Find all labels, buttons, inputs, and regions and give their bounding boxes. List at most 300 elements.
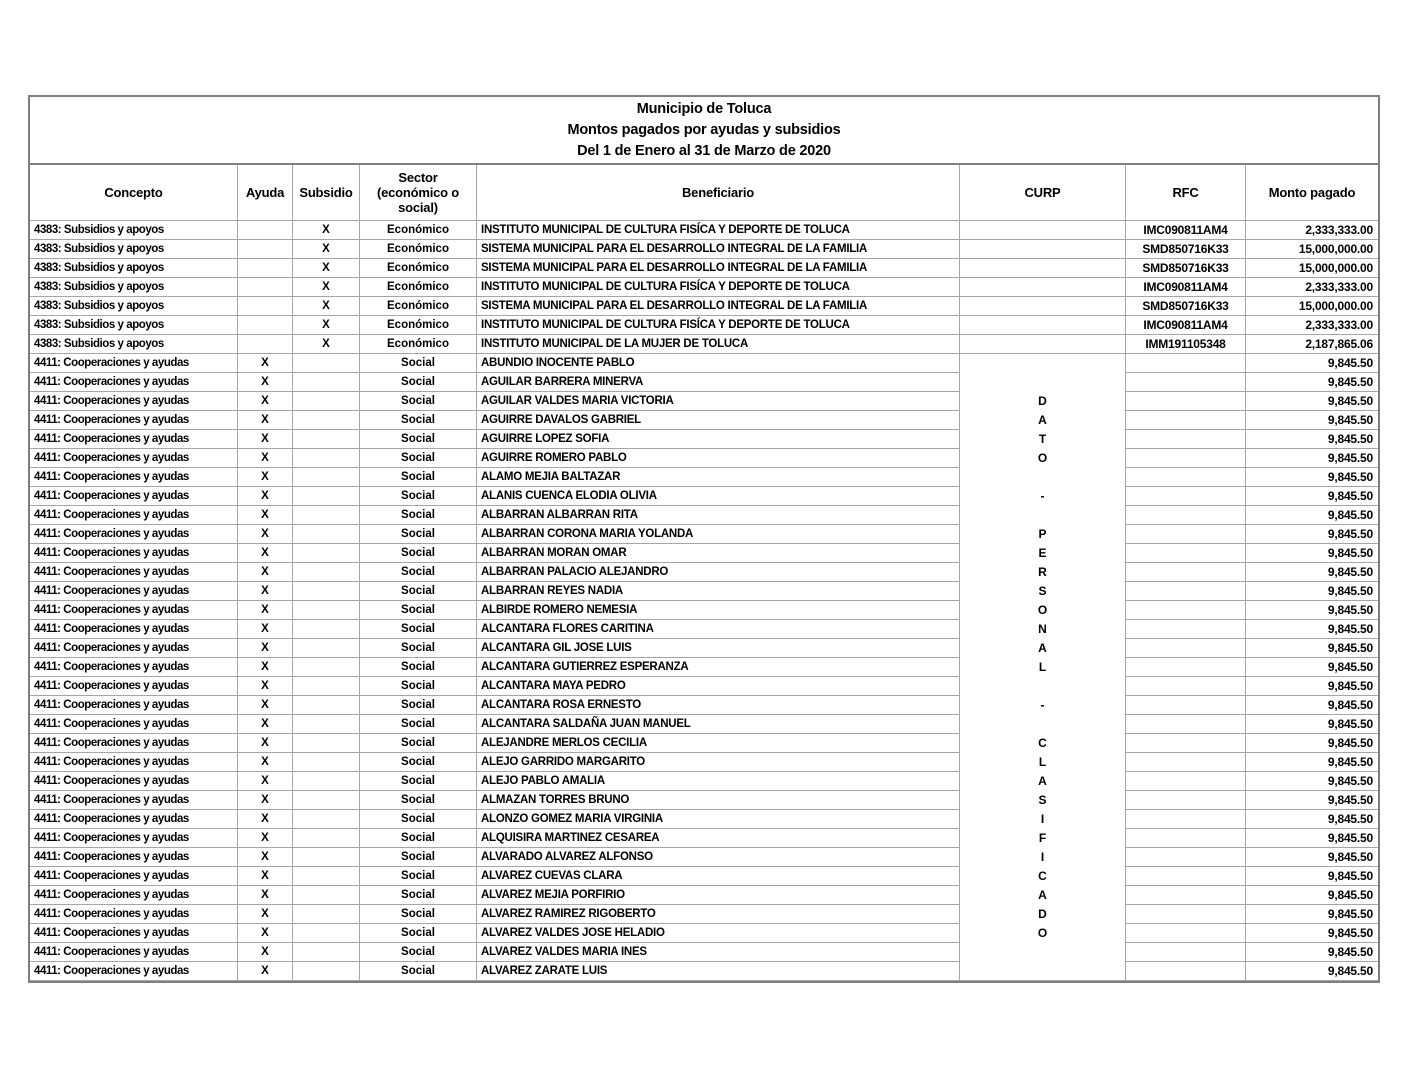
curp-vertical-letter: S	[1038, 584, 1047, 598]
sector-cell: Social	[360, 943, 477, 962]
ayuda-cell: X	[238, 468, 293, 487]
curp-vertical-letter: A	[1038, 641, 1047, 655]
concepto-cell: 4411: Cooperaciones y ayudas	[30, 943, 238, 962]
curp-vertical-letter: C	[1038, 869, 1047, 883]
subsidio-cell	[293, 829, 360, 848]
curp-merged-cell	[960, 354, 1126, 981]
curp-vertical-letter	[960, 943, 1125, 962]
beneficiario-cell: ALCANTARA FLORES CARITINA	[477, 620, 960, 639]
subsidio-cell	[293, 468, 360, 487]
monto-cell: 9,845.50	[1246, 734, 1378, 753]
sector-cell: Social	[360, 829, 477, 848]
sector-cell: Social	[360, 430, 477, 449]
sector-cell: Social	[360, 506, 477, 525]
sector-cell: Social	[360, 487, 477, 506]
beneficiario-cell: ALEJO GARRIDO MARGARITO	[477, 753, 960, 772]
sector-cell: Social	[360, 449, 477, 468]
sector-cell: Social	[360, 753, 477, 772]
ayuda-cell: X	[238, 810, 293, 829]
subsidio-cell	[293, 601, 360, 620]
subsidio-cell	[293, 525, 360, 544]
subsidio-cell	[293, 354, 360, 373]
subsidio-cell	[293, 506, 360, 525]
ayuda-cell	[238, 316, 293, 335]
curp-vertical-letter: R	[1038, 565, 1047, 579]
monto-cell: 9,845.50	[1246, 582, 1378, 601]
header-sector-line1: Sector	[398, 170, 438, 185]
rfc-cell	[1126, 430, 1246, 449]
header-curp: CURP	[960, 165, 1126, 221]
concepto-cell: 4411: Cooperaciones y ayudas	[30, 886, 238, 905]
rfc-cell	[1126, 791, 1246, 810]
ayuda-cell	[238, 240, 293, 259]
monto-cell: 9,845.50	[1246, 601, 1378, 620]
curp-cell	[960, 278, 1126, 297]
beneficiario-cell: INSTITUTO MUNICIPAL DE CULTURA FISÍCA Y DEPORTE DE TOLUCA	[477, 221, 960, 240]
subsidio-cell	[293, 392, 360, 411]
curp-vertical-letter: D	[1038, 907, 1047, 921]
rfc-cell: IMC090811AM4	[1126, 278, 1246, 297]
beneficiario-cell: ALVAREZ CUEVAS CLARA	[477, 867, 960, 886]
curp-vertical-letter	[960, 962, 1125, 981]
beneficiario-cell: ALONZO GOMEZ MARIA VIRGINIA	[477, 810, 960, 829]
monto-cell: 9,845.50	[1246, 468, 1378, 487]
beneficiario-cell: ALBARRAN MORAN OMAR	[477, 544, 960, 563]
ayuda-cell: X	[238, 696, 293, 715]
ayuda-cell: X	[238, 715, 293, 734]
beneficiario-cell: ALVAREZ ZARATE LUIS	[477, 962, 960, 981]
monto-cell: 9,845.50	[1246, 620, 1378, 639]
beneficiario-cell: ALVAREZ VALDES JOSE HELADIO	[477, 924, 960, 943]
monto-cell: 9,845.50	[1246, 924, 1378, 943]
beneficiario-cell: ABUNDIO INOCENTE PABLO	[477, 354, 960, 373]
curp-vertical-letter: I	[1040, 812, 1045, 826]
monto-cell: 15,000,000.00	[1246, 240, 1378, 259]
ayuda-cell: X	[238, 772, 293, 791]
subsidio-cell	[293, 677, 360, 696]
beneficiario-cell: ALBARRAN REYES NADIA	[477, 582, 960, 601]
sector-cell: Social	[360, 886, 477, 905]
rfc-cell	[1126, 392, 1246, 411]
sector-cell: Social	[360, 791, 477, 810]
subsidio-cell	[293, 430, 360, 449]
curp-vertical-letter: A	[1038, 413, 1047, 427]
sector-cell: Social	[360, 354, 477, 373]
ayuda-cell: X	[238, 943, 293, 962]
curp-vertical-letter: O	[1037, 451, 1048, 465]
concepto-cell: 4411: Cooperaciones y ayudas	[30, 468, 238, 487]
subsidio-cell: X	[293, 259, 360, 278]
subsidio-cell	[293, 696, 360, 715]
subsidio-cell: X	[293, 278, 360, 297]
beneficiario-cell: AGUIRRE LOPEZ SOFIA	[477, 430, 960, 449]
rfc-cell	[1126, 563, 1246, 582]
concepto-cell: 4411: Cooperaciones y ayudas	[30, 601, 238, 620]
header-ayuda: Ayuda	[238, 165, 293, 221]
concepto-cell: 4411: Cooperaciones y ayudas	[30, 962, 238, 981]
ayuda-cell: X	[238, 506, 293, 525]
ayuda-cell: X	[238, 582, 293, 601]
monto-cell: 9,845.50	[1246, 506, 1378, 525]
ayuda-cell	[238, 259, 293, 278]
concepto-cell: 4383: Subsidios y apoyos	[30, 297, 238, 316]
sector-cell: Económico	[360, 221, 477, 240]
rfc-cell	[1126, 487, 1246, 506]
concepto-cell: 4411: Cooperaciones y ayudas	[30, 696, 238, 715]
ayuda-cell: X	[238, 487, 293, 506]
sector-cell: Económico	[360, 335, 477, 354]
subsidio-cell	[293, 848, 360, 867]
concepto-cell: 4411: Cooperaciones y ayudas	[30, 715, 238, 734]
ayuda-cell: X	[238, 601, 293, 620]
ayuda-cell: X	[238, 905, 293, 924]
concepto-cell: 4411: Cooperaciones y ayudas	[30, 411, 238, 430]
subsidio-cell	[293, 411, 360, 430]
ayuda-cell: X	[238, 449, 293, 468]
ayuda-cell	[238, 335, 293, 354]
curp-cell	[960, 297, 1126, 316]
subsidio-cell: X	[293, 240, 360, 259]
ayuda-cell	[238, 297, 293, 316]
rfc-cell	[1126, 658, 1246, 677]
beneficiario-cell: INSTITUTO MUNICIPAL DE LA MUJER DE TOLUCA	[477, 335, 960, 354]
ayuda-cell: X	[238, 373, 293, 392]
rfc-cell: IMC090811AM4	[1126, 221, 1246, 240]
ayuda-cell: X	[238, 563, 293, 582]
beneficiario-cell: SISTEMA MUNICIPAL PARA EL DESARROLLO INTEGRAL DE LA FAMILIA	[477, 240, 960, 259]
monto-cell: 9,845.50	[1246, 430, 1378, 449]
subsidio-cell	[293, 620, 360, 639]
sector-cell: Social	[360, 582, 477, 601]
sector-cell: Social	[360, 639, 477, 658]
concepto-cell: 4411: Cooperaciones y ayudas	[30, 392, 238, 411]
subsidio-cell	[293, 373, 360, 392]
curp-vertical-letter: L	[1038, 755, 1047, 769]
sector-cell: Social	[360, 924, 477, 943]
concepto-cell: 4411: Cooperaciones y ayudas	[30, 430, 238, 449]
rfc-cell	[1126, 411, 1246, 430]
monto-cell: 15,000,000.00	[1246, 259, 1378, 278]
sector-cell: Económico	[360, 316, 477, 335]
curp-vertical-letter	[960, 373, 1125, 392]
curp-cell	[960, 221, 1126, 240]
subsidio-cell	[293, 715, 360, 734]
monto-cell: 9,845.50	[1246, 905, 1378, 924]
ayuda-cell: X	[238, 867, 293, 886]
concepto-cell: 4411: Cooperaciones y ayudas	[30, 848, 238, 867]
concepto-cell: 4411: Cooperaciones y ayudas	[30, 677, 238, 696]
sector-cell: Social	[360, 810, 477, 829]
subsidio-cell: X	[293, 335, 360, 354]
title-line-period: Del 1 de Enero al 31 de Marzo de 2020	[577, 143, 831, 159]
ayuda-cell: X	[238, 924, 293, 943]
sector-cell: Social	[360, 620, 477, 639]
concepto-cell: 4383: Subsidios y apoyos	[30, 240, 238, 259]
rfc-cell	[1126, 468, 1246, 487]
concepto-cell: 4411: Cooperaciones y ayudas	[30, 829, 238, 848]
curp-vertical-letter	[960, 677, 1125, 696]
ayuda-cell	[238, 278, 293, 297]
concepto-cell: 4411: Cooperaciones y ayudas	[30, 791, 238, 810]
curp-vertical-letter: N	[1038, 622, 1047, 636]
subsidio-cell: X	[293, 316, 360, 335]
concepto-cell: 4383: Subsidios y apoyos	[30, 278, 238, 297]
subsidio-cell	[293, 753, 360, 772]
sector-cell: Económico	[360, 259, 477, 278]
subsidio-cell	[293, 905, 360, 924]
rfc-cell	[1126, 829, 1246, 848]
subsidio-cell	[293, 772, 360, 791]
concepto-cell: 4411: Cooperaciones y ayudas	[30, 924, 238, 943]
curp-vertical-letter: T	[1038, 432, 1047, 446]
beneficiario-cell: ALEJO PABLO AMALIA	[477, 772, 960, 791]
header-sector-line3: social)	[398, 200, 438, 215]
rfc-cell	[1126, 772, 1246, 791]
rfc-cell	[1126, 677, 1246, 696]
table-title	[30, 97, 1378, 165]
concepto-cell: 4383: Subsidios y apoyos	[30, 335, 238, 354]
payments-table	[28, 95, 1380, 983]
table-body	[30, 221, 1378, 981]
monto-cell: 9,845.50	[1246, 487, 1378, 506]
sector-cell: Social	[360, 867, 477, 886]
rfc-cell	[1126, 886, 1246, 905]
monto-cell: 9,845.50	[1246, 886, 1378, 905]
rfc-cell: IMM191105348	[1126, 335, 1246, 354]
subsidio-cell: X	[293, 297, 360, 316]
beneficiario-cell: ALQUISIRA MARTINEZ CESAREA	[477, 829, 960, 848]
subsidio-cell	[293, 658, 360, 677]
concepto-cell: 4411: Cooperaciones y ayudas	[30, 810, 238, 829]
ayuda-cell: X	[238, 791, 293, 810]
curp-vertical-letter: D	[1038, 394, 1047, 408]
beneficiario-cell: ALVAREZ VALDES MARIA INES	[477, 943, 960, 962]
sector-cell: Económico	[360, 240, 477, 259]
monto-cell: 9,845.50	[1246, 563, 1378, 582]
rfc-cell: SMD850716K33	[1126, 240, 1246, 259]
rfc-cell	[1126, 506, 1246, 525]
sector-cell: Social	[360, 962, 477, 981]
monto-cell: 9,845.50	[1246, 791, 1378, 810]
rfc-cell	[1126, 943, 1246, 962]
monto-cell: 9,845.50	[1246, 373, 1378, 392]
monto-cell: 9,845.50	[1246, 867, 1378, 886]
sector-cell: Social	[360, 525, 477, 544]
monto-cell: 9,845.50	[1246, 943, 1378, 962]
rfc-cell	[1126, 525, 1246, 544]
concepto-cell: 4411: Cooperaciones y ayudas	[30, 734, 238, 753]
monto-cell: 9,845.50	[1246, 829, 1378, 848]
monto-cell: 9,845.50	[1246, 449, 1378, 468]
beneficiario-cell: AGUIRRE ROMERO PABLO	[477, 449, 960, 468]
concepto-cell: 4411: Cooperaciones y ayudas	[30, 867, 238, 886]
beneficiario-cell: ALCANTARA GIL JOSE LUIS	[477, 639, 960, 658]
rfc-cell	[1126, 810, 1246, 829]
concepto-cell: 4411: Cooperaciones y ayudas	[30, 373, 238, 392]
beneficiario-cell: INSTITUTO MUNICIPAL DE CULTURA FISÍCA Y DEPORTE DE TOLUCA	[477, 278, 960, 297]
ayuda-cell: X	[238, 658, 293, 677]
concepto-cell: 4411: Cooperaciones y ayudas	[30, 753, 238, 772]
ayuda-cell: X	[238, 392, 293, 411]
beneficiario-cell: INSTITUTO MUNICIPAL DE CULTURA FISÍCA Y DEPORTE DE TOLUCA	[477, 316, 960, 335]
rfc-cell: IMC090811AM4	[1126, 316, 1246, 335]
rfc-cell	[1126, 544, 1246, 563]
beneficiario-cell: ALVAREZ MEJIA PORFIRIO	[477, 886, 960, 905]
concepto-cell: 4411: Cooperaciones y ayudas	[30, 449, 238, 468]
concepto-cell: 4411: Cooperaciones y ayudas	[30, 563, 238, 582]
beneficiario-cell: ALVARADO ALVAREZ ALFONSO	[477, 848, 960, 867]
concepto-cell: 4383: Subsidios y apoyos	[30, 316, 238, 335]
header-concepto: Concepto	[30, 165, 238, 221]
sector-cell: Social	[360, 411, 477, 430]
beneficiario-cell: ALMAZAN TORRES BRUNO	[477, 791, 960, 810]
monto-cell: 9,845.50	[1246, 525, 1378, 544]
rfc-cell	[1126, 449, 1246, 468]
curp-vertical-letter	[960, 506, 1125, 525]
beneficiario-cell: SISTEMA MUNICIPAL PARA EL DESARROLLO INTEGRAL DE LA FAMILIA	[477, 297, 960, 316]
sector-cell: Social	[360, 601, 477, 620]
header-beneficiario: Beneficiario	[477, 165, 960, 221]
beneficiario-cell: SISTEMA MUNICIPAL PARA EL DESARROLLO INTEGRAL DE LA FAMILIA	[477, 259, 960, 278]
rfc-cell	[1126, 962, 1246, 981]
ayuda-cell: X	[238, 829, 293, 848]
subsidio-cell	[293, 943, 360, 962]
curp-cell	[960, 335, 1126, 354]
beneficiario-cell: AGUILAR BARRERA MINERVA	[477, 373, 960, 392]
curp-vertical-letter: E	[1038, 546, 1047, 560]
header-sector	[360, 165, 477, 221]
subsidio-cell	[293, 886, 360, 905]
rfc-cell	[1126, 715, 1246, 734]
ayuda-cell: X	[238, 639, 293, 658]
monto-cell: 9,845.50	[1246, 848, 1378, 867]
header-sector-line2: (económico o	[376, 185, 460, 200]
rfc-cell	[1126, 848, 1246, 867]
beneficiario-cell: ALBIRDE ROMERO NEMESIA	[477, 601, 960, 620]
rfc-cell	[1126, 601, 1246, 620]
ayuda-cell: X	[238, 753, 293, 772]
curp-vertical-letter	[960, 715, 1125, 734]
beneficiario-cell: ALANIS CUENCA ELODIA OLIVIA	[477, 487, 960, 506]
concepto-cell: 4411: Cooperaciones y ayudas	[30, 506, 238, 525]
monto-cell: 9,845.50	[1246, 696, 1378, 715]
subsidio-cell	[293, 544, 360, 563]
monto-cell: 9,845.50	[1246, 962, 1378, 981]
ayuda-cell: X	[238, 677, 293, 696]
ayuda-cell: X	[238, 886, 293, 905]
sector-cell: Social	[360, 658, 477, 677]
ayuda-cell: X	[238, 430, 293, 449]
curp-vertical-letter: -	[1040, 489, 1045, 503]
rfc-cell	[1126, 696, 1246, 715]
rfc-cell	[1126, 373, 1246, 392]
concepto-cell: 4411: Cooperaciones y ayudas	[30, 354, 238, 373]
sector-cell: Social	[360, 677, 477, 696]
monto-cell: 9,845.50	[1246, 753, 1378, 772]
curp-vertical-letter: F	[1038, 831, 1047, 845]
sector-cell: Social	[360, 563, 477, 582]
curp-vertical-letter: I	[1040, 850, 1045, 864]
header-subsidio: Subsidio	[293, 165, 360, 221]
subsidio-cell	[293, 487, 360, 506]
subsidio-cell	[293, 924, 360, 943]
monto-cell: 2,333,333.00	[1246, 316, 1378, 335]
rfc-cell	[1126, 867, 1246, 886]
concepto-cell: 4411: Cooperaciones y ayudas	[30, 487, 238, 506]
monto-cell: 9,845.50	[1246, 810, 1378, 829]
sector-cell: Social	[360, 734, 477, 753]
curp-vertical-letter: O	[1037, 603, 1048, 617]
subsidio-cell	[293, 639, 360, 658]
rfc-cell: SMD850716K33	[1126, 259, 1246, 278]
sector-cell: Social	[360, 772, 477, 791]
ayuda-cell	[238, 221, 293, 240]
sector-cell: Social	[360, 715, 477, 734]
rfc-cell	[1126, 905, 1246, 924]
ayuda-cell: X	[238, 544, 293, 563]
rfc-cell	[1126, 582, 1246, 601]
curp-vertical-letter: S	[1038, 793, 1047, 807]
ayuda-cell: X	[238, 411, 293, 430]
rfc-cell	[1126, 354, 1246, 373]
rfc-cell	[1126, 734, 1246, 753]
beneficiario-cell: ALAMO MEJIA BALTAZAR	[477, 468, 960, 487]
subsidio-cell	[293, 582, 360, 601]
beneficiario-cell: ALBARRAN CORONA MARIA YOLANDA	[477, 525, 960, 544]
concepto-cell: 4411: Cooperaciones y ayudas	[30, 658, 238, 677]
monto-cell: 9,845.50	[1246, 772, 1378, 791]
sector-cell: Social	[360, 373, 477, 392]
sector-cell: Social	[360, 468, 477, 487]
beneficiario-cell: ALCANTARA SALDAÑA JUAN MANUEL	[477, 715, 960, 734]
monto-cell: 2,333,333.00	[1246, 221, 1378, 240]
concepto-cell: 4411: Cooperaciones y ayudas	[30, 544, 238, 563]
subsidio-cell	[293, 810, 360, 829]
title-line-entity: Municipio de Toluca	[636, 101, 772, 117]
curp-vertical-letter: O	[1037, 926, 1048, 940]
curp-vertical-letter: -	[1040, 698, 1045, 712]
ayuda-cell: X	[238, 354, 293, 373]
concepto-cell: 4383: Subsidios y apoyos	[30, 221, 238, 240]
beneficiario-cell: ALCANTARA MAYA PEDRO	[477, 677, 960, 696]
monto-cell: 9,845.50	[1246, 411, 1378, 430]
ayuda-cell: X	[238, 525, 293, 544]
ayuda-cell: X	[238, 620, 293, 639]
monto-cell: 9,845.50	[1246, 658, 1378, 677]
sector-cell: Social	[360, 544, 477, 563]
subsidio-cell	[293, 734, 360, 753]
monto-cell: 9,845.50	[1246, 715, 1378, 734]
curp-cell	[960, 316, 1126, 335]
beneficiario-cell: ALBARRAN PALACIO ALEJANDRO	[477, 563, 960, 582]
curp-vertical-letter: L	[1038, 660, 1047, 674]
beneficiario-cell: ALEJANDRE MERLOS CECILIA	[477, 734, 960, 753]
title-line-report: Montos pagados por ayudas y subsidios	[567, 122, 841, 138]
beneficiario-cell: ALBARRAN ALBARRAN RITA	[477, 506, 960, 525]
subsidio-cell: X	[293, 221, 360, 240]
ayuda-cell: X	[238, 848, 293, 867]
sector-cell: Económico	[360, 278, 477, 297]
curp-vertical-letter: C	[1038, 736, 1047, 750]
header-monto: Monto pagado	[1246, 165, 1378, 221]
sector-cell: Social	[360, 392, 477, 411]
curp-vertical-letter: A	[1038, 888, 1047, 902]
monto-cell: 9,845.50	[1246, 354, 1378, 373]
ayuda-cell: X	[238, 962, 293, 981]
rfc-cell	[1126, 924, 1246, 943]
curp-vertical-letter: P	[1038, 527, 1047, 541]
curp-cell	[960, 259, 1126, 278]
